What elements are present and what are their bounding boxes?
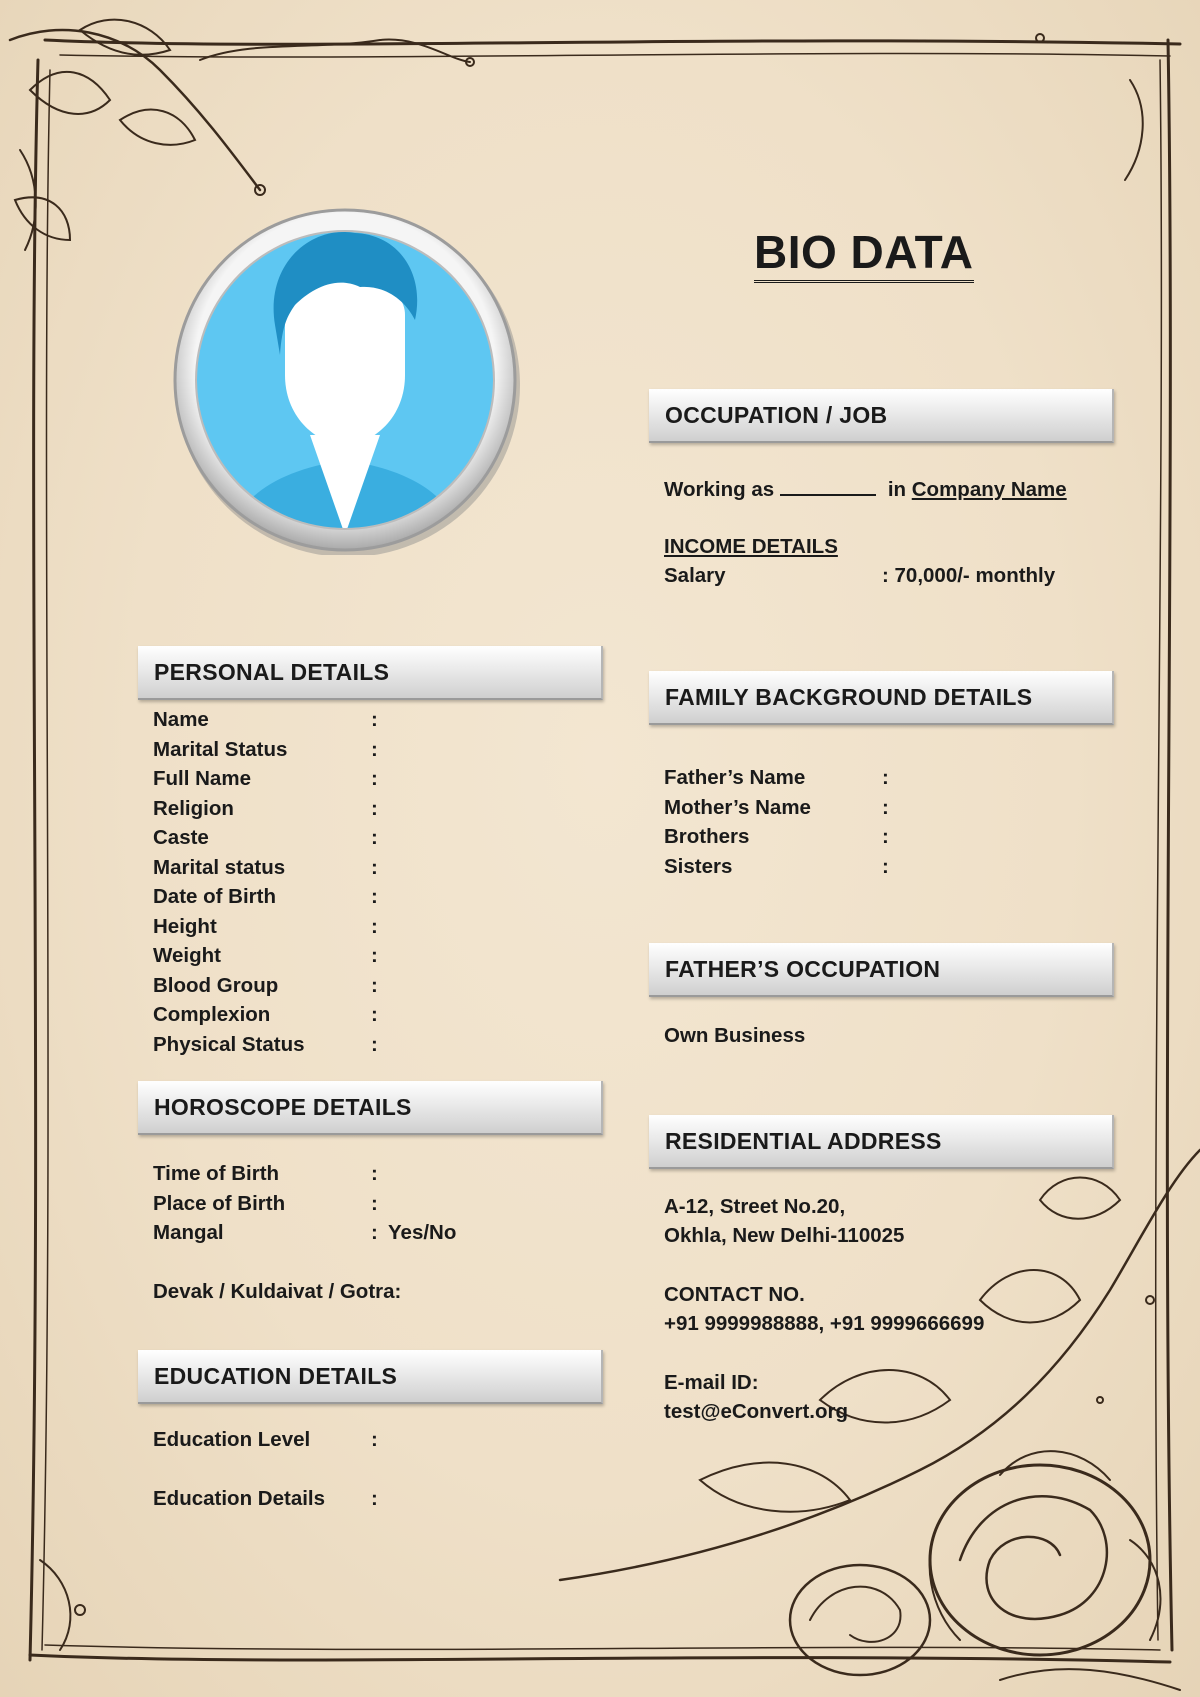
field-colon: : (371, 915, 378, 938)
horoscope-details-header: HOROSCOPE DETAILS (138, 1081, 603, 1135)
email-label: E-mail ID: (664, 1371, 759, 1394)
personal-field-label: Religion (153, 797, 234, 820)
address-line-1: A-12, Street No.20, (664, 1195, 846, 1218)
company-name: Company Name (911, 478, 1067, 501)
gotra-label: Devak / Kuldaivat / Gotra: (153, 1280, 402, 1303)
contact-value: +91 9999988888, +91 9999666699 (664, 1312, 985, 1335)
field-colon: : (882, 766, 889, 789)
mangal-value: Yes/No (388, 1221, 457, 1244)
family-field-label: Sisters (664, 855, 733, 878)
occupation-header: OCCUPATION / JOB (649, 389, 1114, 443)
personal-field-label: Caste (153, 826, 209, 849)
personal-details-header: PERSONAL DETAILS (138, 646, 603, 700)
field-colon: : (371, 1192, 378, 1215)
contact-label: CONTACT NO. (664, 1283, 805, 1306)
education-details-header: EDUCATION DETAILS (138, 1350, 603, 1404)
father-occupation-header: FATHER’S OCCUPATION (649, 943, 1114, 997)
in-label: in (887, 478, 907, 501)
field-colon: : (371, 767, 378, 790)
personal-field-label: Blood Group (153, 974, 279, 997)
education-field-label: Education Details (153, 1487, 326, 1510)
field-colon: : (371, 826, 378, 849)
address-line-2: Okhla, New Delhi-110025 (664, 1224, 905, 1247)
email-value[interactable]: test@eConvert.org (664, 1400, 849, 1423)
field-colon: : (371, 708, 378, 731)
income-details-heading: INCOME DETAILS (664, 535, 838, 558)
page-title: BIO DATA (754, 226, 974, 283)
salary-value: : 70,000/- monthly (882, 564, 1056, 587)
personal-field-label: Date of Birth (153, 885, 276, 908)
field-colon: : (371, 885, 378, 908)
horoscope-field-label: Place of Birth (153, 1192, 286, 1215)
salary-label: Salary (664, 564, 726, 587)
education-field-label: Education Level (153, 1428, 311, 1451)
working-as-label: Working as (664, 478, 775, 501)
field-colon: : (371, 1003, 378, 1026)
horoscope-field-label: Time of Birth (153, 1162, 280, 1185)
field-colon: : (371, 944, 378, 967)
family-field-label: Father’s Name (664, 766, 806, 789)
personal-field-label: Height (153, 915, 217, 938)
field-colon: : (882, 855, 889, 878)
field-colon: : (371, 1428, 378, 1451)
personal-field-label: Full Name (153, 767, 251, 790)
personal-field-label: Weight (153, 944, 221, 967)
horoscope-field-label: Mangal (153, 1221, 224, 1244)
field-colon: : (371, 1033, 378, 1056)
working-as-line (664, 476, 1067, 502)
field-colon: : (371, 974, 378, 997)
field-colon: : (371, 1162, 378, 1185)
field-colon: : (882, 796, 889, 819)
personal-field-label: Name (153, 708, 209, 731)
personal-field-label: Complexion (153, 1003, 271, 1026)
field-colon: : (371, 797, 378, 820)
field-colon: : (371, 856, 378, 879)
profile-photo-placeholder[interactable] (170, 205, 520, 555)
personal-field-label: Marital Status (153, 738, 288, 761)
family-field-label: Brothers (664, 825, 750, 848)
family-background-header: FAMILY BACKGROUND DETAILS (649, 671, 1114, 725)
residential-address-header: RESIDENTIAL ADDRESS (649, 1115, 1114, 1169)
father-occupation-value: Own Business (664, 1024, 806, 1047)
field-colon: : (371, 1221, 378, 1244)
family-field-label: Mother’s Name (664, 796, 811, 819)
job-title-blank[interactable] (780, 476, 876, 496)
field-colon: : (371, 1487, 378, 1510)
field-colon: : (882, 825, 889, 848)
personal-field-label: Marital status (153, 856, 286, 879)
field-colon: : (371, 738, 378, 761)
personal-field-label: Physical Status (153, 1033, 305, 1056)
